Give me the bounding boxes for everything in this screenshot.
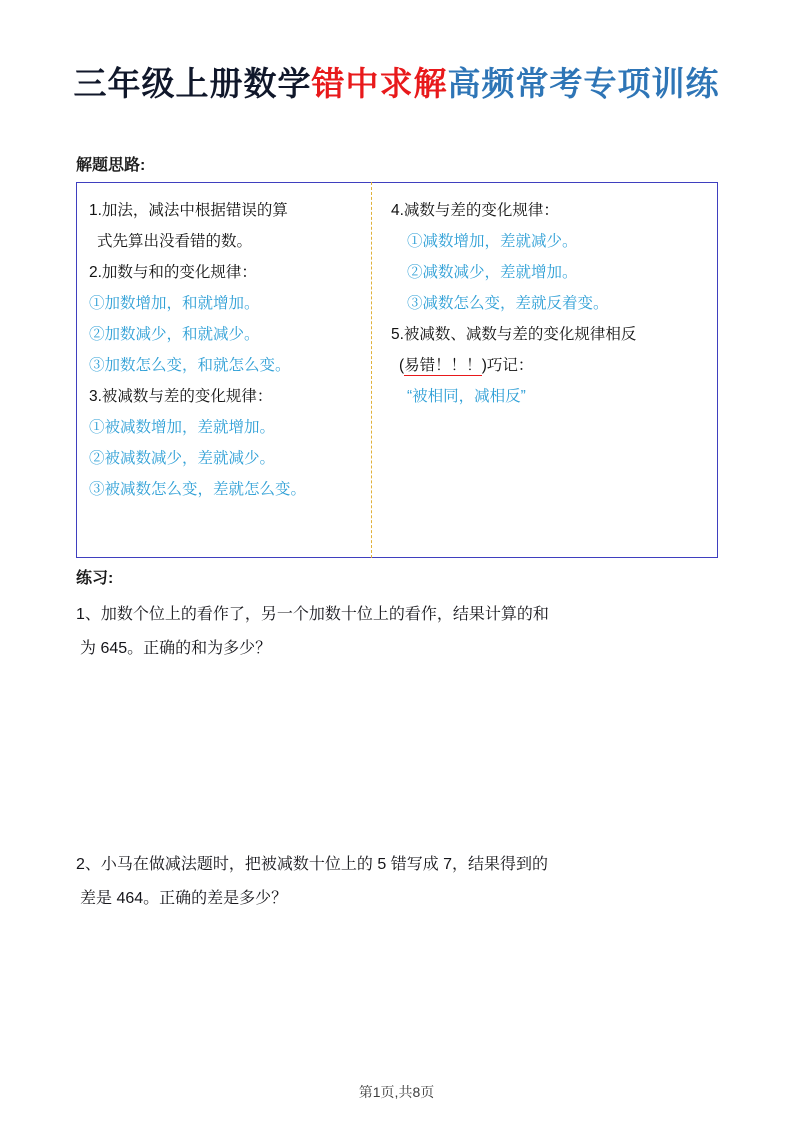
question-1-line-1: 1、加数个位上的看作了，另一个加数十位上的看作，结果计算的和 (76, 606, 549, 623)
page-title (0, 58, 793, 105)
thought-box-right-column (373, 183, 718, 412)
page-footer: 第1页,共8页 (358, 1084, 435, 1100)
question-2-line-1: 2、小马在做减法题时，把被减数十位上的 5 错写成 7，结果得到的 (76, 856, 549, 873)
rule-line: ②减数减少，差就增加。 (407, 264, 578, 281)
rule-line: 2.加数与和的变化规律： (89, 264, 257, 281)
column-divider (371, 182, 372, 558)
question-2-line-2: 差是 464。正确的差是多少？ (80, 890, 288, 907)
rule-line: 1.加法，减法中根据错误的算 (89, 202, 288, 219)
question-1 (76, 598, 716, 666)
rule-line: ①被减数增加，差就增加。 (89, 419, 276, 436)
mnemonic-suffix: )巧记： (481, 357, 534, 374)
section-label-practice: 练习: (76, 570, 114, 587)
rule-line: 式先算出没看错的数。 (97, 233, 253, 250)
mnemonic-prefix: ( (399, 357, 405, 374)
section-label-thought: 解题思路: (76, 157, 146, 174)
title-segment-highlight: 错中求解 (311, 67, 448, 103)
rule-line: 5.被减数、减数与差的变化规律相反 (391, 326, 637, 343)
question-2 (76, 848, 716, 916)
title-segment-suffix: 高频常考专项训练 (447, 67, 720, 103)
rule-line: ②被减数减少，差就减少。 (89, 450, 276, 467)
question-1-line-2: 为 645。正确的和为多少？ (80, 640, 272, 657)
rule-line-quote: “被相同，减相反” (407, 388, 526, 405)
rule-line-mnemonic (391, 350, 708, 381)
rule-line: ②加数减少，和就减少。 (89, 326, 260, 343)
title-segment-subject: 三年级上册数学 (73, 67, 312, 103)
rule-line: ③被减数怎么变，差就怎么变。 (89, 481, 307, 498)
rule-line: ①加数增加，和就增加。 (89, 295, 260, 312)
rule-line: ③加数怎么变，和就怎么变。 (89, 357, 291, 374)
rule-line: 3.被减数与差的变化规律： (89, 388, 273, 405)
thought-box (76, 182, 718, 558)
mnemonic-underlined: 易错！！！ (404, 357, 482, 374)
rule-line: ③减数怎么变，差就反着变。 (407, 295, 609, 312)
rule-line: ①减数增加，差就减少。 (407, 233, 578, 250)
rule-line: 4.减数与差的变化规律： (391, 202, 559, 219)
thought-box-left-column (77, 183, 372, 505)
